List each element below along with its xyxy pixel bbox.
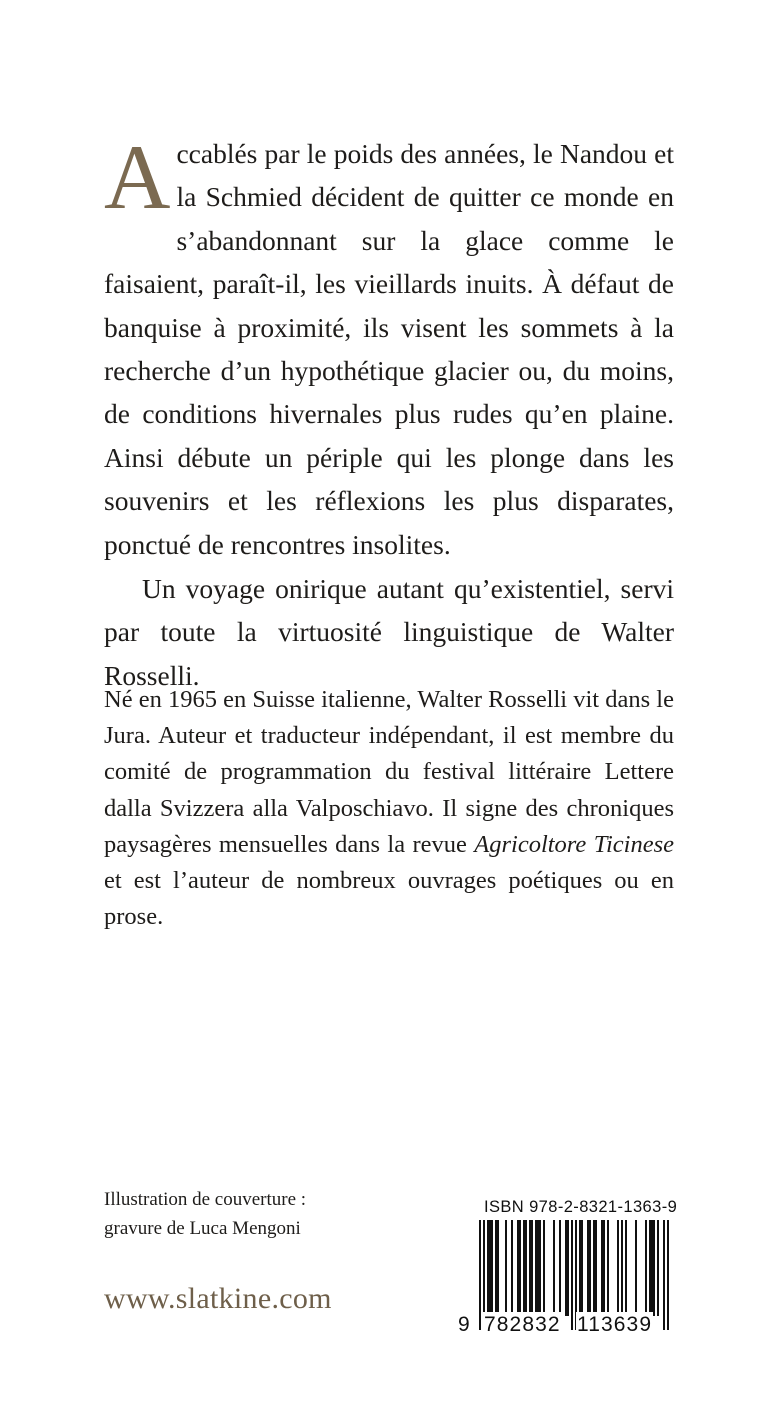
barcode-bar-5 [495, 1220, 497, 1316]
publisher-website: www.slatkine.com [104, 1282, 332, 1315]
barcode-bar-31 [601, 1220, 603, 1316]
barcode-bar-36 [625, 1220, 627, 1316]
barcode-bar-22 [567, 1220, 569, 1316]
barcode-bar-40 [651, 1220, 653, 1316]
barcode-bar-38 [645, 1220, 647, 1316]
barcode-bar-29 [593, 1220, 595, 1316]
barcode-bar-27 [587, 1220, 589, 1316]
barcode-bar-17 [539, 1220, 541, 1316]
barcode-bar-33 [607, 1220, 609, 1316]
barcode-bar-15 [535, 1220, 537, 1316]
barcode-bar-13 [529, 1220, 531, 1316]
barcode-bar-2 [487, 1220, 489, 1316]
blurb-paragraph-2: Un voyage onirique autant qu’existentiel, servi par toute la virtuosité linguistique de Walter Rosselli. [104, 573, 674, 691]
barcode-bar-30 [595, 1220, 597, 1316]
barcode-bar-16 [537, 1220, 539, 1316]
bio-text-end: et est l’auteur de nombreux ouvrages poétiques ou en prose. [104, 867, 674, 931]
barcode-right-digits: 113639 [577, 1313, 653, 1336]
barcode-bar-20 [559, 1220, 561, 1316]
barcode-bar-19 [553, 1220, 555, 1316]
isbn-label: ISBN 978-2-8321-1363-9 [484, 1198, 678, 1216]
barcode-first-digit: 9 [458, 1313, 470, 1336]
cover-illustration-credit [104, 1185, 306, 1243]
barcode-bar-21 [565, 1220, 567, 1316]
barcode-bar-28 [589, 1220, 591, 1316]
barcode-bar-41 [653, 1220, 655, 1316]
barcode-digits [458, 1312, 674, 1338]
author-biography-paragraph [104, 682, 674, 935]
drop-cap-letter: A [104, 126, 171, 228]
barcode-bar-18 [543, 1220, 545, 1316]
blurb-paragraph-1-text: ccablés par le poids des années, le Nandou et la Schmied décident de quitter ce monde en s’abandonnant sur la glace comme le faisaient, paraît-il, les vieillards inuits. À défaut de banquise à proximité, ils visent les sommets à la recherche d’un hypothétique glacier ou, du moins, de conditions hivernales plus rudes qu’en plaine. Ainsi débute un périple qui les plonge dans les souvenirs et les réflexions les plus disparates, ponctué de rencontres insolites. [104, 138, 674, 560]
barcode-left-digits: 782832 [484, 1313, 561, 1336]
credit-line-2: gravure de Luca Mengoni [104, 1218, 301, 1239]
bio-text-start: Né en 1965 en Suisse italienne, Walter Rosselli vit dans le Jura. Auteur et traducteur indépendant, il est membre du comité de programmation du festival littéraire Lettere dalla Svizzera alla Valposchiavo. Il signe des chroniques paysagères mensuelles dans la revue [104, 686, 674, 858]
magazine-title: Agricoltore Ticinese [474, 830, 674, 858]
barcode-bar-9 [517, 1220, 519, 1316]
author-biography [104, 682, 674, 935]
barcode-bar-26 [581, 1220, 583, 1316]
barcode-bar-4 [491, 1220, 493, 1316]
barcode-bar-32 [603, 1220, 605, 1316]
barcode-bar-39 [649, 1220, 651, 1316]
barcode-bar-42 [657, 1220, 659, 1316]
barcode-bar-14 [531, 1220, 533, 1316]
barcode-bar-35 [621, 1220, 623, 1316]
barcode-bar-34 [617, 1220, 619, 1316]
credit-line-1: Illustration de couverture : [104, 1189, 307, 1210]
barcode-bar-7 [505, 1220, 507, 1316]
barcode-bar-10 [519, 1220, 521, 1316]
barcode-bar-12 [525, 1220, 527, 1316]
barcode-bar-25 [579, 1220, 581, 1316]
barcode-bar-8 [511, 1220, 513, 1316]
barcode-bar-3 [489, 1220, 491, 1316]
barcode-bar-11 [523, 1220, 525, 1316]
blurb-paragraph-1 [104, 126, 674, 566]
barcode-bar-37 [635, 1220, 637, 1316]
back-cover-blurb [104, 126, 674, 697]
barcode-bar-6 [497, 1220, 499, 1316]
isbn-barcode [458, 1220, 674, 1338]
